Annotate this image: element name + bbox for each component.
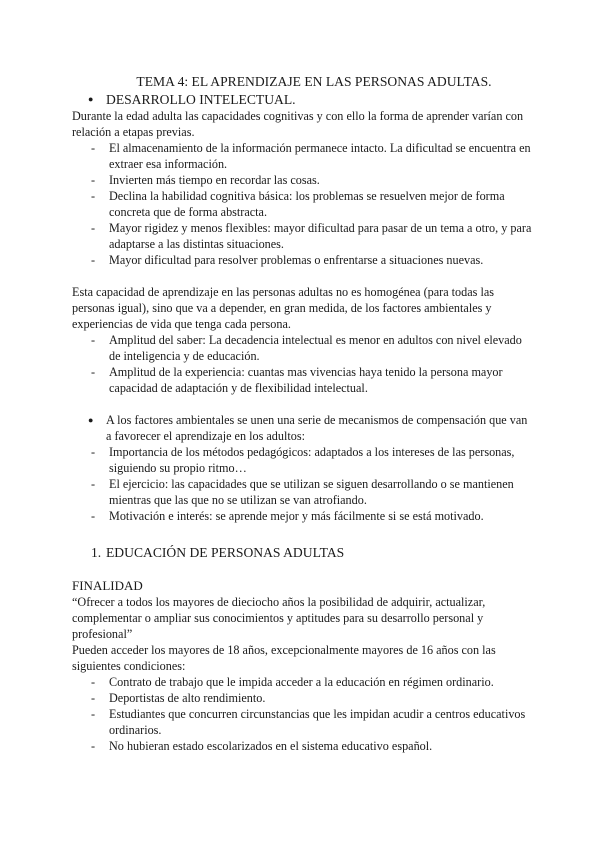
section-heading-educacion [72, 544, 532, 561]
list-item [72, 220, 532, 252]
list-item-text: Mayor dificultad para resolver problemas o enfrentarse a situaciones nuevas. [109, 253, 484, 267]
dash-icon: - [91, 509, 96, 523]
finalidad-quote: “Ofrecer a todos los mayores de dieciocho años la posibilidad de adquirir, actualizar, complementar o ampliar sus conocimientos y aptitudes para su desarrollo personal y profesional” [72, 595, 486, 641]
dash-icon: - [91, 189, 96, 203]
spacer [72, 524, 532, 544]
section-number: 1. [91, 545, 102, 560]
list-item [72, 364, 532, 396]
compensation-text: A los factores ambientales se unen una serie de mecanismos de compensación que van a favorecer el aprendizaje en los adultos: [106, 413, 528, 443]
list-item-text: Importancia de los métodos pedagógicos: adaptados a los intereses de las personas, siguiendo su propio ritmo… [109, 445, 515, 475]
list-item-text: Estudiantes que concurren circunstancias que les impidan acudir a centros educativos ordinarios. [109, 707, 526, 737]
list-item-text: No hubieran estado escolarizados en el sistema educativo español. [109, 739, 433, 753]
capacity-paragraph: Esta capacidad de aprendizaje en las personas adultas no es homogénea (para todas las personas igual), sino que va a depender, en gran medida, de los factores ambientales y experiencias de vida que tenga cada persona. [72, 285, 494, 331]
cognitive-changes-list [72, 140, 532, 268]
list-item-text: Mayor rigidez y menos flexibles: mayor dificultad para pasar de un tema a otro, y para adaptarse a las distintas situaciones. [109, 221, 532, 251]
list-item [72, 444, 532, 476]
page-title: TEMA 4: EL APRENDIZAJE EN LAS PERSONAS ADULTAS. [136, 74, 492, 89]
list-item-text: Contrato de trabajo que le impida acceder a la educación en régimen ordinario. [109, 675, 494, 689]
list-item [72, 332, 532, 364]
bullet-icon: ● [88, 94, 94, 104]
list-item-text: El ejercicio: las capacidades que se utilizan se siguen desarrollando o se mantienen mientras que las que no se utilizan se van atrofiando. [109, 477, 514, 507]
dash-icon: - [91, 675, 96, 689]
document-body [72, 73, 532, 754]
list-item-text: Amplitud del saber: La decadencia intelectual es menor en adultos con nivel elevado de inteligencia y de educación. [109, 333, 522, 363]
list-item [72, 674, 532, 690]
dash-icon: - [91, 333, 96, 347]
dash-icon: - [91, 691, 96, 705]
dash-icon: - [91, 173, 96, 187]
dash-icon: - [91, 739, 96, 753]
section-heading-text: DESARROLLO INTELECTUAL. [106, 92, 296, 107]
list-item [72, 188, 532, 220]
factors-list [72, 332, 532, 396]
list-item [72, 690, 532, 706]
list-item-text: Invierten más tiempo en recordar las cosas. [109, 173, 320, 187]
section-heading-desarrollo [72, 91, 532, 108]
compensation-bullet [72, 412, 532, 444]
compensation-list [72, 444, 532, 524]
list-item-text: Deportistas de alto rendimiento. [109, 691, 266, 705]
list-item [72, 172, 532, 188]
dash-icon: - [91, 477, 96, 491]
list-item-text: El almacenamiento de la información permanece intacto. La dificultad se encuentra en extraer esa información. [109, 141, 531, 171]
bullet-icon: ● [88, 415, 94, 425]
spacer [72, 268, 532, 284]
conditions-list [72, 674, 532, 754]
dash-icon: - [91, 253, 96, 267]
dash-icon: - [91, 221, 96, 235]
list-item [72, 738, 532, 754]
conditions-intro: Pueden acceder los mayores de 18 años, excepcionalmente mayores de 16 años con las siguientes condiciones: [72, 643, 496, 673]
intro-paragraph: Durante la edad adulta las capacidades cognitivas y con ello la forma de aprender varían con relación a etapas previas. [72, 109, 524, 139]
dash-icon: - [91, 365, 96, 379]
spacer [72, 396, 532, 412]
list-item [72, 140, 532, 172]
section-heading-text: EDUCACIÓN DE PERSONAS ADULTAS [106, 545, 345, 560]
list-item [72, 476, 532, 508]
list-item-text: Amplitud de la experiencia: cuantas mas vivencias haya tenido la persona mayor capacidad de adaptación y de flexibilidad intelectual. [109, 365, 503, 395]
list-item-text: Declina la habilidad cognitiva básica: los problemas se resuelven mejor de forma concreta que de forma abstracta. [109, 189, 505, 219]
spacer [72, 561, 532, 577]
list-item [72, 706, 532, 738]
list-item-text: Motivación e interés: se aprende mejor y más fácilmente si se está motivado. [109, 509, 484, 523]
finalidad-heading: FINALIDAD [72, 578, 143, 593]
dash-icon: - [91, 707, 96, 721]
dash-icon: - [91, 445, 96, 459]
list-item [72, 508, 532, 524]
list-item [72, 252, 532, 268]
dash-icon: - [91, 141, 96, 155]
